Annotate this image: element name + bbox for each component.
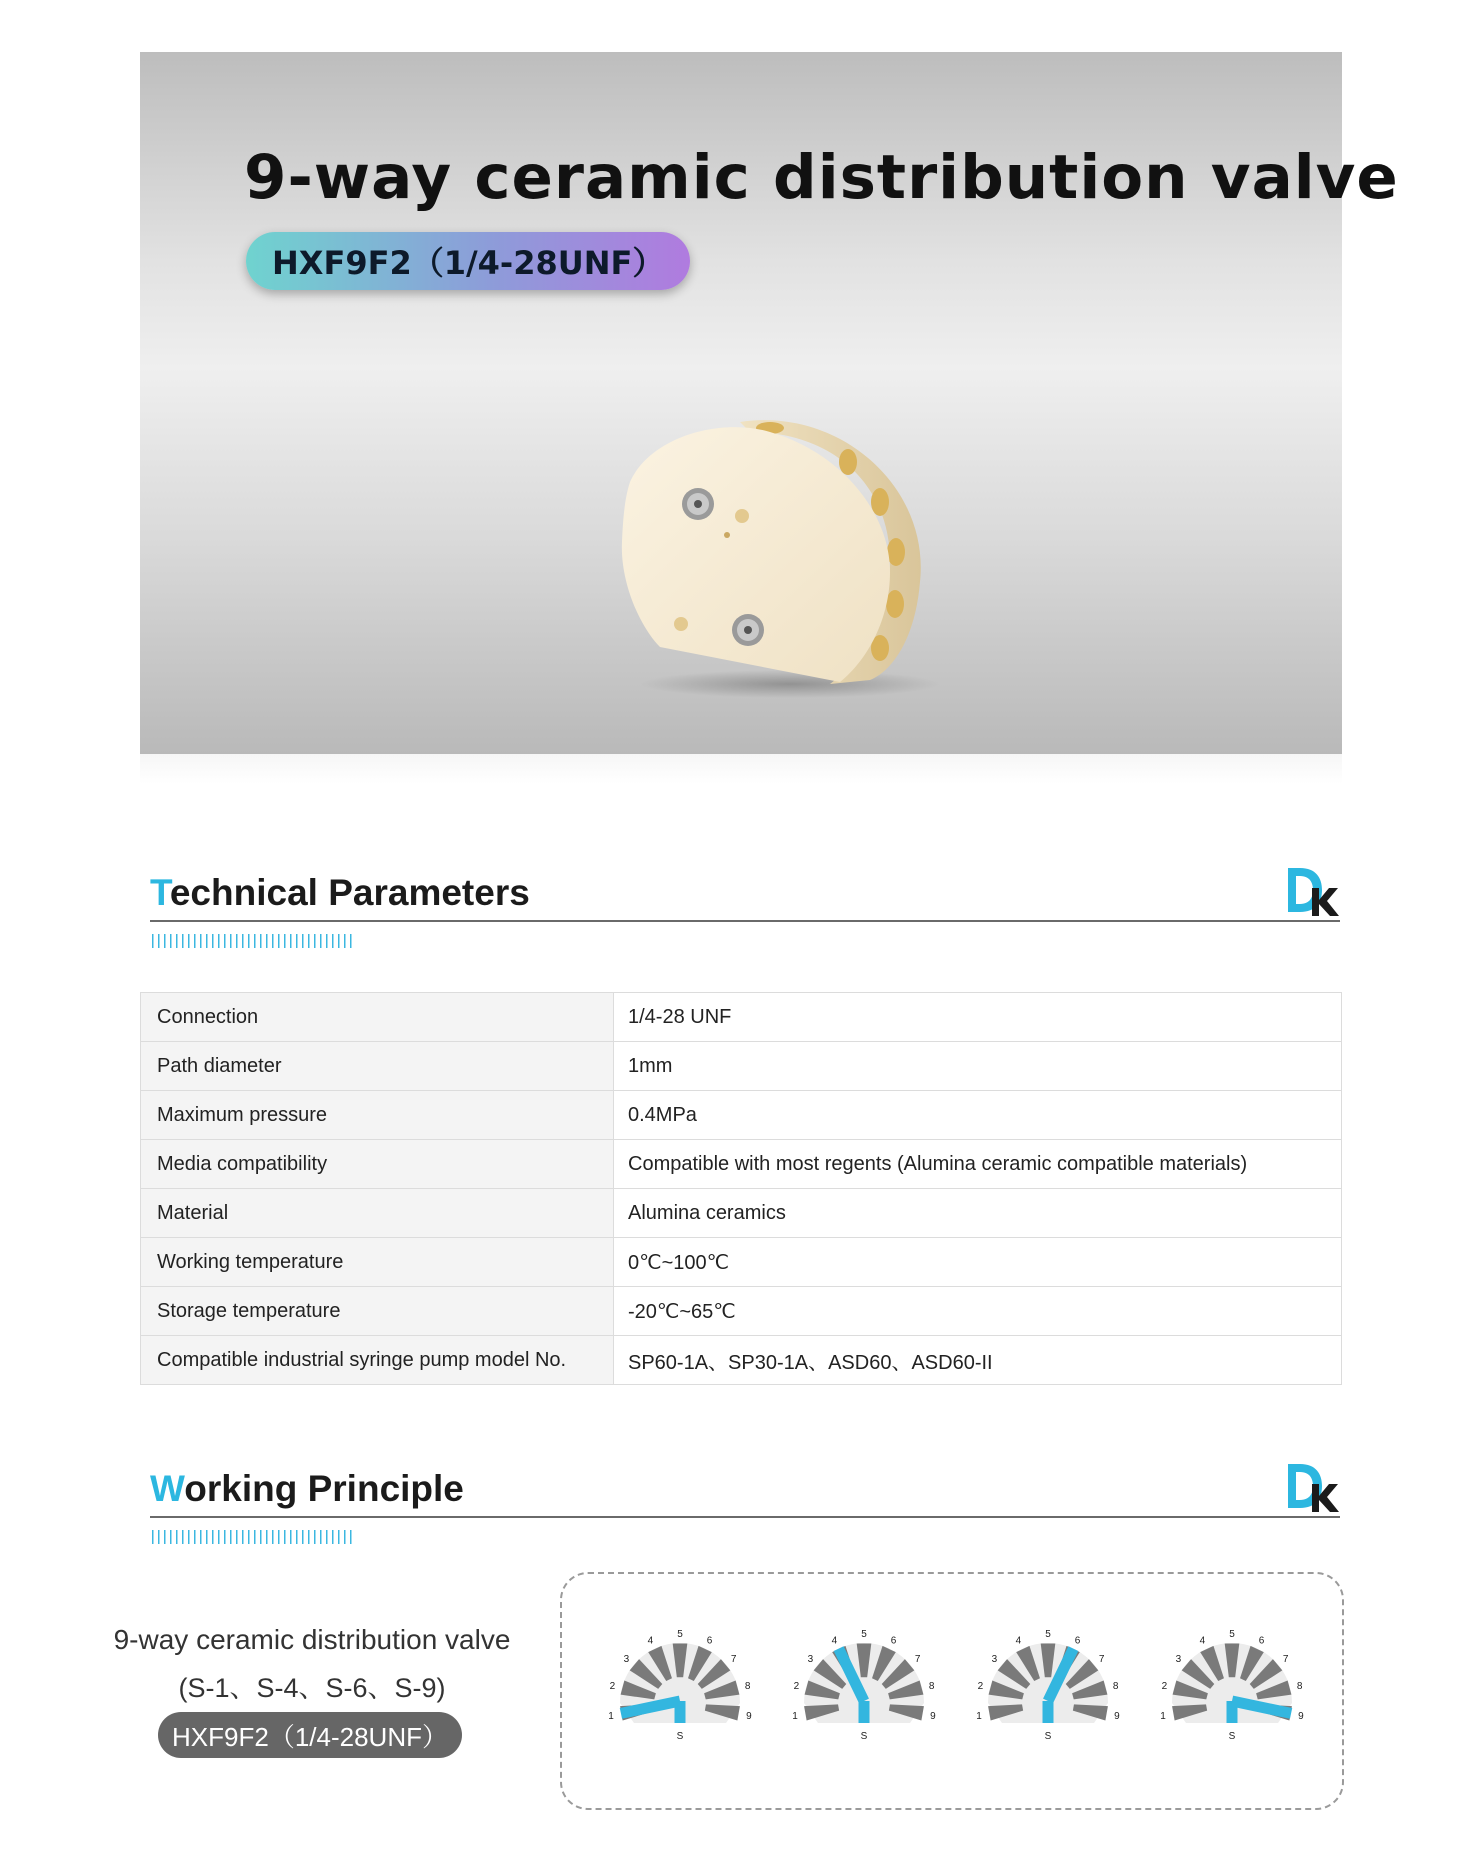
port-label: 3 bbox=[623, 1654, 630, 1666]
port-label: 5 bbox=[861, 1629, 867, 1640]
section-tick-decoration bbox=[152, 1530, 352, 1544]
port-label: S bbox=[860, 1731, 868, 1742]
section-title-rest: echnical Parameters bbox=[169, 872, 530, 913]
table-row bbox=[141, 1336, 1342, 1385]
table-row bbox=[141, 1189, 1342, 1238]
table-row bbox=[141, 1287, 1342, 1336]
port-label: 4 bbox=[647, 1635, 654, 1647]
model-badge: HXF9F2（1/4-28UNF） bbox=[246, 232, 690, 290]
port-label: 8 bbox=[744, 1680, 751, 1692]
port-label: 9 bbox=[746, 1711, 752, 1723]
dk-logo bbox=[1286, 864, 1340, 918]
section-title-rest: orking Principle bbox=[184, 1468, 464, 1509]
param-key: Material bbox=[141, 1189, 614, 1238]
table-row bbox=[141, 993, 1342, 1042]
valve-diagram-s9 bbox=[1162, 1608, 1302, 1758]
port-label: 4 bbox=[831, 1635, 838, 1647]
param-key: Path diameter bbox=[141, 1042, 614, 1091]
valve-positions: (S-1、S-4、S-6、S-9) bbox=[178, 1673, 446, 1703]
port-label: 4 bbox=[1015, 1635, 1022, 1647]
param-key: Maximum pressure bbox=[141, 1091, 614, 1140]
port-label: 5 bbox=[1229, 1629, 1235, 1640]
param-value: Compatible with most regents (Alumina ceramic compatible materials) bbox=[614, 1140, 1342, 1189]
port-label: S bbox=[1228, 1731, 1236, 1742]
param-key: Compatible industrial syringe pump model No. bbox=[141, 1336, 614, 1385]
port-label: S bbox=[1044, 1731, 1052, 1742]
param-value: -20℃~65℃ bbox=[614, 1287, 1342, 1336]
port-label: 1 bbox=[1160, 1711, 1166, 1723]
section-divider bbox=[150, 920, 1340, 922]
port-label: 2 bbox=[793, 1680, 800, 1692]
diagram-panel bbox=[560, 1572, 1344, 1810]
port-label: 7 bbox=[1282, 1654, 1289, 1666]
port-label: 9 bbox=[930, 1711, 936, 1723]
section-tick-decoration bbox=[152, 934, 352, 948]
working-description bbox=[92, 1624, 532, 1705]
param-key: Working temperature bbox=[141, 1238, 614, 1287]
port-label: 9 bbox=[1298, 1711, 1304, 1723]
parameters-table bbox=[140, 992, 1342, 1385]
port-label: 6 bbox=[1074, 1635, 1081, 1647]
section-title-initial: W bbox=[150, 1468, 185, 1509]
port-label: 1 bbox=[792, 1711, 798, 1723]
hero-banner bbox=[140, 52, 1399, 754]
port-label: 5 bbox=[677, 1629, 683, 1640]
port-label: 4 bbox=[1199, 1635, 1206, 1647]
model-badge-dark: HXF9F2（1/4-28UNF） bbox=[158, 1712, 462, 1758]
param-key: Connection bbox=[141, 993, 614, 1042]
param-value: 1/4-28 UNF bbox=[614, 993, 1342, 1042]
param-value: 1mm bbox=[614, 1042, 1342, 1091]
port-label: 3 bbox=[1175, 1654, 1182, 1666]
port-label: 2 bbox=[977, 1680, 984, 1692]
port-label: 8 bbox=[1112, 1680, 1119, 1692]
param-key: Media compatibility bbox=[141, 1140, 614, 1189]
port-label: 6 bbox=[890, 1635, 897, 1647]
section-title-initial: T bbox=[150, 872, 170, 913]
table-row bbox=[141, 1238, 1342, 1287]
port-label: 6 bbox=[1258, 1635, 1265, 1647]
page-title: 9-way ceramic distribution valve bbox=[244, 142, 1399, 213]
section-title bbox=[150, 1468, 464, 1510]
port-label: 5 bbox=[1045, 1629, 1051, 1640]
port-label: S bbox=[676, 1731, 684, 1742]
hero-reflection bbox=[140, 754, 1342, 784]
port-label: 6 bbox=[706, 1635, 713, 1647]
dk-logo bbox=[1286, 1460, 1340, 1514]
section-divider bbox=[150, 1516, 1340, 1518]
port-label: 1 bbox=[976, 1711, 982, 1723]
param-key: Storage temperature bbox=[141, 1287, 614, 1336]
port-label: 7 bbox=[1098, 1654, 1105, 1666]
section-title bbox=[150, 872, 530, 914]
table-row bbox=[141, 1042, 1342, 1091]
port-label: 2 bbox=[1161, 1680, 1168, 1692]
valve-diagram-s6 bbox=[978, 1608, 1118, 1758]
table-row bbox=[141, 1091, 1342, 1140]
port-label: 9 bbox=[1114, 1711, 1120, 1723]
product-image bbox=[590, 392, 930, 712]
port-label: 7 bbox=[730, 1654, 737, 1666]
param-value: 0.4MPa bbox=[614, 1091, 1342, 1140]
valve-diagram-s4 bbox=[794, 1608, 934, 1758]
port-label: 7 bbox=[914, 1654, 921, 1666]
port-label: 1 bbox=[608, 1711, 614, 1723]
technical-parameters-header bbox=[150, 872, 1340, 942]
port-label: 2 bbox=[609, 1680, 616, 1692]
working-principle-header bbox=[150, 1468, 1340, 1538]
table-row bbox=[141, 1140, 1342, 1189]
param-value: 0℃~100℃ bbox=[614, 1238, 1342, 1287]
port-label: 3 bbox=[991, 1654, 998, 1666]
valve-name: 9-way ceramic distribution valve bbox=[113, 1624, 511, 1655]
param-value: SP60-1A、SP30-1A、ASD60、ASD60-II bbox=[614, 1336, 1342, 1385]
port-label: 8 bbox=[1296, 1680, 1303, 1692]
port-label: 3 bbox=[807, 1654, 814, 1666]
param-value: Alumina ceramics bbox=[614, 1189, 1342, 1238]
valve-diagram-s1 bbox=[610, 1608, 750, 1758]
port-label: 8 bbox=[928, 1680, 935, 1692]
